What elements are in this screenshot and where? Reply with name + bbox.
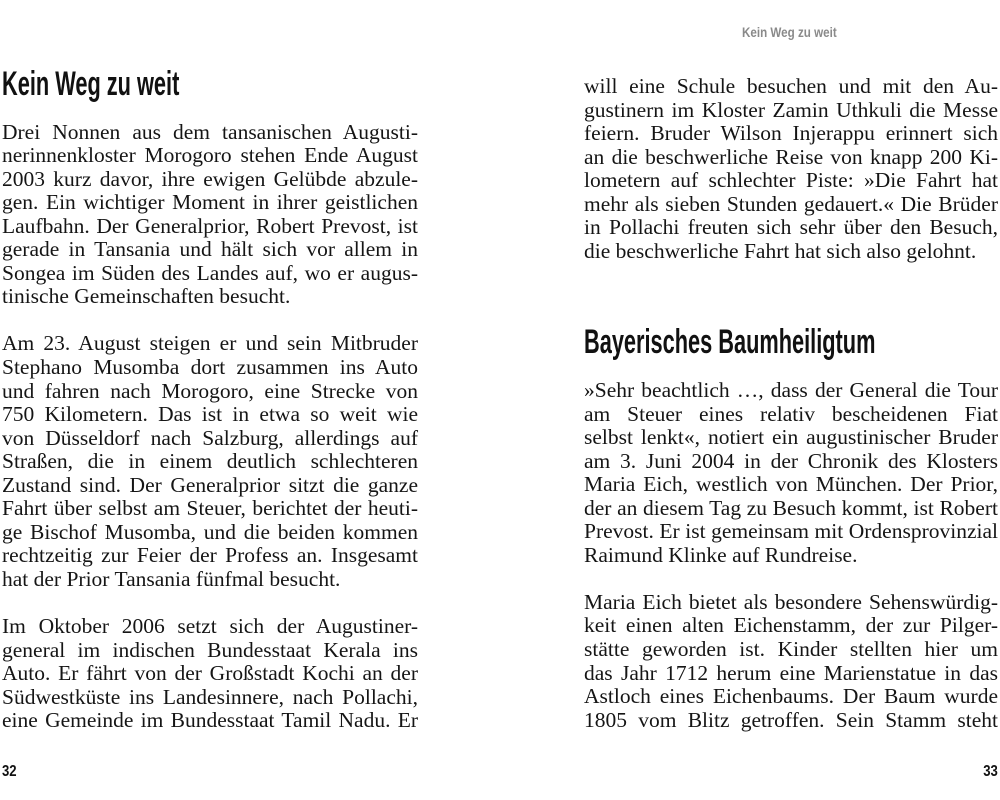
text-line: Am 23. August steigen er und sein Mitbruder	[2, 331, 418, 356]
text-line: general im indischen Bundesstaat Kerala ins	[2, 637, 418, 662]
text-line: hat der Prior Tansania fünfmal besucht.	[2, 566, 341, 591]
chapter-heading-text: Kein Weg zu weit	[2, 65, 180, 103]
text-line: der an diesem Tag zu Besuch kommt, ist Robert	[584, 495, 998, 520]
text-line: Im Oktober 2006 setzt sich der Augustiner-	[2, 614, 418, 639]
text-line: 1805 vom Blitz getroffen. Sein Stamm steht	[584, 707, 998, 732]
paragraph	[2, 332, 418, 591]
text-line: Auto. Er fährt von der Großstadt Kochi an der	[2, 661, 418, 686]
text-line: »Sehr beachtlich …, dass der General die Tour	[584, 378, 998, 402]
text-line: lometern auf schlechter Piste: »Die Fahrt hat	[584, 168, 998, 193]
text-line: am 3. Juni 2004 in der Chronik des Klosters	[584, 448, 998, 473]
text-line: 2003 kurz davor, ihre ewigen Gelübde abzule-	[2, 166, 418, 191]
text-line: Straßen, die in einem deutlich schlechteren	[2, 449, 418, 474]
text-line: feiern. Bruder Wilson Injerappu erinnert sich	[584, 121, 998, 146]
text-line: Laufbahn. Der Generalprior, Robert Prevost, ist	[2, 213, 418, 238]
text-line: Raimund Klinke auf Rundreise.	[584, 542, 858, 567]
paragraph	[584, 591, 998, 732]
text-line: Südwestküste ins Landesinnere, nach Pollachi,	[2, 684, 418, 709]
text-line: die beschwerliche Fahrt hat sich also gelohnt.	[584, 238, 977, 263]
paragraph	[584, 379, 998, 567]
text-line: mehr als sieben Stunden gedauert.« Die Brüder	[584, 191, 998, 216]
text-line: an die beschwerliche Reise von knapp 200 Ki-	[584, 144, 998, 169]
running-header	[742, 24, 856, 40]
text-line: Zustand sind. Der Generalprior sitzt die ganze	[2, 472, 418, 497]
text-line: am Steuer eines relativ bescheidenen Fiat	[584, 401, 998, 426]
text-line: in Pollachi freuten sich sehr über den Besuch,	[584, 215, 998, 240]
text-line: will eine Schule besuchen und mit den Au-	[584, 74, 998, 98]
chapter-heading	[2, 64, 402, 104]
text-line: tinische Gemeinschaften besucht.	[2, 284, 291, 309]
text-line: rechtzeitig zur Feier der Profess an. Insgesamt	[2, 543, 418, 568]
text-line: stätte geworden ist. Kinder stellten hier um	[584, 637, 998, 662]
text-line: 750 Kilometern. Das ist in etwa so weit wie	[2, 402, 418, 427]
text-line: von Düsseldorf nach Salzburg, allerdings auf	[2, 425, 418, 450]
text-line: selbst lenkt«, notiert ein augustinischer Bruder	[584, 425, 998, 450]
section-heading-text: Bayerisches Baumheiligtum	[584, 323, 876, 361]
text-line: ge Bischof Musomba, und die beiden kommen	[2, 519, 418, 544]
text-line: nerinnenkloster Morogoro stehen Ende August	[2, 143, 418, 168]
paragraph	[2, 121, 418, 309]
text-line: Fahrt über selbst am Steuer, berichtet der heuti-	[2, 496, 418, 521]
text-line: und fahren nach Morogoro, eine Strecke von	[2, 378, 418, 403]
text-line: gerade in Tansania und hält sich vor allem in	[2, 237, 418, 262]
text-line: eine Gemeinde im Bundesstaat Tamil Nadu. Er	[2, 708, 418, 733]
right-page	[500, 0, 1000, 800]
text-line: Maria Eich, westlich von München. Der Prior,	[584, 472, 998, 497]
text-line: gustinern im Kloster Zamin Uthkuli die Messe	[584, 97, 998, 122]
section-heading	[584, 322, 984, 362]
text-line: Drei Nonnen aus dem tansanischen Augusti-	[2, 119, 418, 144]
text-line: gen. Ein wichtiger Moment in ihrer geistlichen	[2, 190, 418, 215]
paragraph	[584, 75, 998, 263]
page-number	[948, 763, 998, 781]
page-number	[2, 763, 20, 781]
running-header-text: Kein Weg zu weit	[742, 24, 837, 40]
page-number-text: 32	[2, 763, 17, 780]
text-line: das Jahr 1712 herum eine Marienstatue in das	[584, 660, 998, 685]
text-line: keit einen alten Eichenstamm, der zur Pilger-	[584, 613, 998, 638]
text-line: Prevost. Er ist gemeinsam mit Ordensprovinzial	[584, 519, 998, 544]
text-line: Maria Eich bietet als besondere Sehenswürdig-	[584, 589, 998, 614]
text-line: Astloch eines Eichenbaums. Der Baum wurde	[584, 684, 998, 709]
text-line: Songea im Süden des Landes auf, wo er augus-	[2, 260, 418, 285]
text-line: Stephano Musomba dort zusammen ins Auto	[2, 354, 418, 379]
page-number-text: 33	[983, 763, 998, 780]
paragraph	[2, 615, 418, 733]
